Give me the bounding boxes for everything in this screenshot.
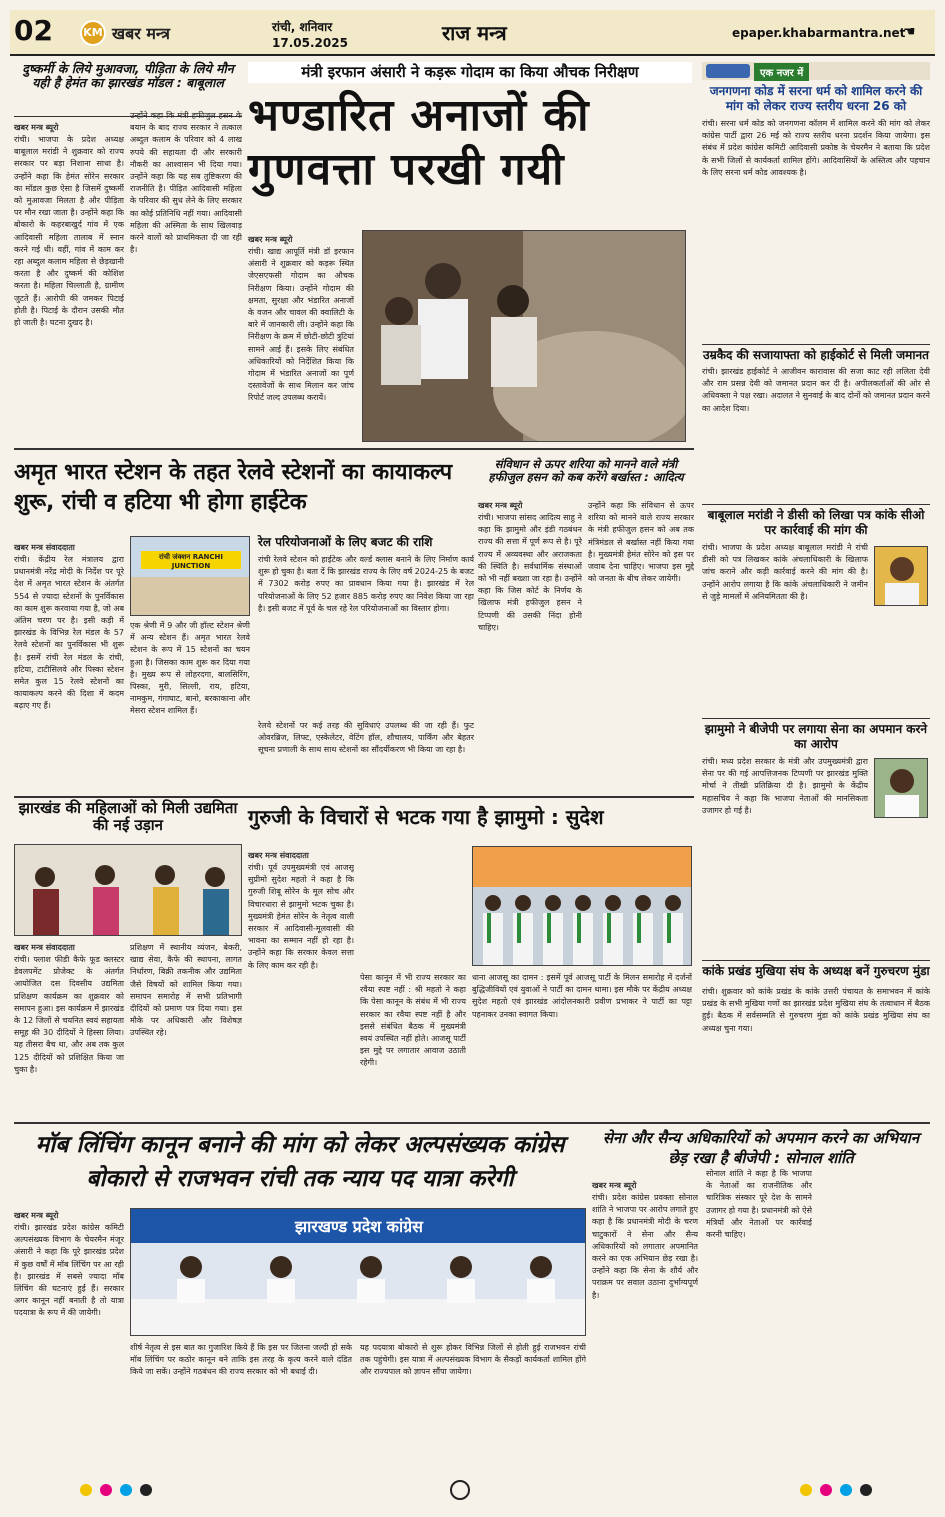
story-left-top bbox=[14, 61, 242, 328]
story-headline: गुरुजी के विचारों से भटक गया है झामुमो : सुदेश bbox=[248, 805, 604, 829]
byline: खबर मन्त्र ब्यूरो bbox=[248, 235, 293, 244]
hand-pointer-icon: ☚ bbox=[903, 24, 916, 40]
story-text: रांची। प्रदेश कांग्रेस प्रवक्ता सोनाल शांति ने भाजपा पर आरोप लगाते हुए कहा है कि प्रधानमंत्री मोदी के चरण चाटुकारों ने सेना और सैन्य अधिकारियों को लगातार अपमानित करने का एक अभियान छेड़ रखा है। उन्होंने कहा कि सेना के शौर्य और पराक्रम पर सवाल उठाना दुर्भाग्यपूर्ण है। bbox=[592, 1193, 698, 1300]
brief-text: रांची। भाजपा के प्रदेश अध्यक्ष बाबूलाल मरांडी ने रांची डीसी को पत्र लिखकर कांके अंचलाधिकारी के खिलाफ जांच कराने और कड़ी कार्रवाई करने की मांग की है। उन्होंने आरोप लगाया है कि कांके अंचलाधिकारी ने जमीन से जुड़े मामलों में अनियमितता की है। bbox=[702, 543, 868, 601]
story-text: रांची। केंद्रीय रेल मंत्रालय द्वारा प्रधानमंत्री नरेंद्र मोदी के निर्देश पर पूरे देश में अमृत भारत स्टेशन के अंतर्गत 554 से ज्यादा स्टेशनों के पुनर्विकास का काम शुरू करवाया गया है, जो अब अंतिम चरण पर है। इसी कड़ी में झारखंड के विभिन्न रेल मंडल के 57 रेलवे स्टेशनों का पुनर्विकास भी शुरू है। इसमें रांची रेल मंडल के रांची, हटिया, टाटीसिलवे और पिस्का स्टेशन समेत कुल 15 रेलवे स्टेशनों का कायाकल्प करने की दिशा में कदम बढ़ाए गए हैं। bbox=[14, 555, 124, 711]
story-headline: मॉब लिंचिंग कानून बनाने की मांग को लेकर अल्पसंख्यक कांग्रेस बोकारो से राजभवन रांची तक न्याय पद यात्रा करेगी bbox=[35, 1132, 565, 1192]
story-text: धाना आजसू का दामन : इसमें पूर्व आजसू पार्टी के मिलन समारोह में दर्जनों बुद्धिजीवियों एवं युवाओं ने पार्टी का दामन थामा। इस मौके पर केंद्रीय अध्यक्ष सुदेश महतो एवं झारखंड आंदोलनकारी प्रवीण प्रभाकर ने पार्टी का पट्टा पहनाकर उनका स्वागत किया। bbox=[472, 973, 692, 1019]
epaper-link[interactable]: epaper.khabarmantra.net bbox=[732, 26, 906, 40]
story-text: रांची रेलवे स्टेशन को हाईटेक और वर्ल्ड क्लास बनाने के लिए निर्माण कार्य शुरू हो चुका है। बता दें कि झारखंड राज्य के लिए वर्ष 2024-25 के बजट में 7302 करोड़ रुपए का प्रावधान किया गया है। झारखंड में रेल परियोजनाओं के लिए 52 हजार 885 करोड़ रुपए का निवेश किया जा रहा है। इसी बजट में पूर्व के चल रहे रेल परियोजनाओं का विस्तार होगा। bbox=[258, 555, 474, 613]
story-text: शीर्ष नेतृत्व से इस बात का गुजारिश किये हैं कि इस पर जितना जल्दी हो सके मॉब लिंचिंग पर कठोर कानून बने ताकि इस तरह के कृत्य करने वाले दंडित किये जा सकें। उन्होंने गठबंधन की राज्य सरकार को भी बधाई दी। bbox=[130, 1343, 352, 1377]
story-railway bbox=[14, 458, 474, 792]
congress-press-photo bbox=[130, 1208, 586, 1336]
crosshair-mark-icon bbox=[450, 1480, 470, 1500]
story-headline: अमृत भारत स्टेशन के तहत रेलवे स्टेशनों का कायाकल्प शुरू, रांची व हटिया भी होगा हाईटेक bbox=[14, 460, 453, 515]
story-headline: संविधान से ऊपर शरिया को मानने वाले मंत्री हफीजुल हसन को कब करेंगे बर्खास्त : आदित्य bbox=[488, 457, 684, 485]
brief-headline: झामुमो ने बीजेपी पर लगाया सेना का अपमान करने का आरोप bbox=[704, 722, 928, 751]
story-subhead: रेल परियोजनाओं के लिए बजट की राशि bbox=[258, 535, 433, 549]
briefs-tag-icon bbox=[706, 64, 750, 78]
story-text: रांची। फ्लाश फीडी कैफे फूड क्लस्टर डेवलपमेंट प्रोजेक्ट के अंतर्गत आयोजित दस दिवसीय उद्यमिता प्रशिक्षण कार्यक्रम का शुक्रवार को समापन हुआ। इस कार्यक्रम में झारखंड के 12 जिलों से चयनित स्वयं सहायता समूह की 30 दीदियों ने हिस्सा लिया। यह तीसरा बैच था, और अब तक कुल 125 दीदियों को प्रशिक्षित किया जा चुका है। bbox=[14, 955, 124, 1074]
byline: खबर मन्त्र ब्यूरो bbox=[14, 123, 59, 132]
ranchi-junction-photo bbox=[130, 536, 250, 616]
dateline-date: 17.05.2025 bbox=[272, 36, 348, 50]
registration-mark-icon bbox=[800, 1484, 812, 1496]
registration-mark-icon bbox=[140, 1484, 152, 1496]
print-marks-footer bbox=[10, 1478, 935, 1502]
story-text: रांची। पूर्व उपमुख्यमंत्री एवं आजसू सुप्रीमो सुदेश महतो ने कहा है कि गुरुजी शिबू सोरेन के मूल सोच और विचारधारा से झामुमो भटक चुका है। मुख्यमंत्री हेमंत सोरेन के नेतृत्व वाली सरकार में आदिवासी-मूलवासी की भावना का सम्मान नहीं हो रहा है। उन्होंने कहा कि सरकार केवल सत्ता के लिए काम कर रही है। bbox=[248, 863, 354, 970]
byline: खबर मन्त्र संवाददाता bbox=[248, 851, 309, 860]
story-headline: दुष्कर्मी के लिये मुआवजा, पीड़िता के लिये मौन यही है हेमंत का झारखंड मॉडल : बाबूलाल bbox=[22, 61, 234, 91]
story-text: रांची। झारखंड प्रदेश कांग्रेस कमिटी अल्पसंख्यक विभाग के चेयरमैन मंजूर अंसारी ने कहा कि पूरे झारखंड प्रदेश में कुछ वर्षों में मॉब लिंचिंग पर आ रही है। झारखंड में सबसे ज्यादा मॉब लिंचिंग की घटनाएं हुईं हैं। सरकार अगर कानून नहीं बनाती है तो यात्रा पदयात्रा के रूप में की जायेगी। bbox=[14, 1223, 124, 1318]
section-title: राज मन्त्र bbox=[442, 21, 507, 45]
godown-inspection-photo bbox=[362, 230, 686, 442]
brand-name: खबर मन्त्र bbox=[112, 24, 170, 43]
brief-text: रांची। मध्य प्रदेश सरकार के मंत्री और उपमुख्यमंत्री द्वारा सेना पर की गई आपत्तिजनक टिप्पणी पर झारखंड मुक्ति मोर्चा ने तीखी प्रतिक्रिया दी है। झामुमो के केंद्रीय महासचिव ने कहा कि भाजपा नेताओं की मानसिकता उजागर हो गई है। bbox=[702, 757, 868, 815]
brief-text: रांची। सरना धर्म कोड को जनगणना कॉलम में शामिल करने की मांग को लेकर कांग्रेस पार्टी द्वारा 26 मई को राज्य स्तरीय धरना प्रदर्शन किया जायेगा। इस संबंध में प्रदेश कांग्रेस कमिटी आदिवासी प्रकोष्ठ के चेयरमैन ने बताया कि प्रदेश के सभी जिलों से कार्यकर्ता शामिल होंगे। आदिवासियों के अस्तित्व और पहचान के लिए सरना धर्म कोड आवश्यक है। bbox=[702, 119, 930, 177]
briefs-tag: एक नजर में bbox=[754, 63, 809, 81]
story-army bbox=[592, 1128, 930, 1472]
ajsu-joining-photo bbox=[472, 846, 692, 966]
brief-headline: उम्रकैद की सजायाफ्ता को हाईकोर्ट से मिली जमानत bbox=[703, 348, 929, 362]
registration-mark-icon bbox=[840, 1484, 852, 1496]
dateline-place: रांची, शनिवार bbox=[272, 20, 333, 34]
byline: खबर मन्त्र संवाददाता bbox=[14, 943, 75, 952]
story-text-continued bbox=[820, 1168, 930, 1472]
story-text: रांची। भाजपा सांसद आदित्य साहु ने कहा कि झामुमो और इंडी गठबंधन राज्य की सत्ता में पूर्ण रूप से है। पूरे राज्य में अव्यवस्था और अराजकता की स्थिति है। सर्वधार्मिक संस्थाओं को भी नहीं बख्शा जा रहा है। उन्होंने कहा कि जिस कोर्ट के निर्णय के खिलाफ मंत्री हफीजुल हसन ने टिप्पणी की उसकी निंदा होनी चाहिए। bbox=[478, 513, 582, 632]
story-text: यह पदयात्रा बोकारो से शुरू होकर विभिन्न जिलों से होती हुई राजभवन रांची तक पहुंचेगी। इस यात्रा में अल्पसंख्यक विभाग के सैकड़ों कार्यकर्ता शामिल होंगे और राज्यपाल को ज्ञापन सौंपा जायेगा। bbox=[360, 1343, 586, 1377]
jmm-leader-photo bbox=[874, 758, 928, 818]
story-text: रेलवे स्टेशनों पर कई तरह की सुविधाएं उपलब्ध की जा रही हैं। फुट ओवरब्रिज, लिफ्ट, एस्केलेटर, वेटिंग हॉल, शौचालय, पार्किंग और बेहतर सूचना प्रणाली के साथ साथ स्टेशनों का सौंदर्यीकरण भी किया जा रहा है। bbox=[258, 721, 474, 755]
registration-mark-icon bbox=[820, 1484, 832, 1496]
byline: खबर मन्त्र ब्यूरो bbox=[14, 1211, 59, 1220]
women-training-photo bbox=[14, 844, 242, 936]
story-hafizul bbox=[478, 458, 694, 792]
masthead bbox=[10, 10, 935, 56]
story-kicker: मंत्री इरफान अंसारी ने कड़रू गोदाम का किया औचक निरीक्षण bbox=[248, 62, 692, 83]
brief-headline: कांके प्रखंड मुखिया संघ के अध्यक्ष बनें गुरुचरण मुंडा bbox=[702, 964, 930, 978]
story-text: उन्होंने कहा कि संविधान से ऊपर शरिया को मानने वाले राज्य सरकार के मंत्री हफीजुल हसन को अब तक मंत्रिमंडल से बर्खास्त नहीं किया गया है। मुख्यमंत्री हेमंत सोरेन को इस पर जवाब देना चाहिए। भाजपा इस मुद्दे को जनता के बीच लेकर जायेगी। bbox=[588, 501, 694, 584]
story-text: रांची। खाद्य आपूर्ति मंत्री डॉ इरफान अंसारी ने शुक्रवार को कड़रू स्थित जेएसएफसी गोदाम का औचक निरीक्षण किया। उन्होंने गोदाम की क्षमता, सुरक्षा और भंडारित अनाजों के वजन और चावल की क्वालिटी के बारे में जानकारी ली। उन्होंने कहा कि निरीक्षण के क्रम में छोटी-छोटी त्रुटियां सामने आई हैं। इसके लिए संबंधित अधिकारियों को निर्देशित किया कि गोदाम में भंडारित अनाजों का पूर्ण दस्तावेजों के साथ मिलान कर जांच रिपोर्ट जल्द उपलब्ध करायें। bbox=[248, 247, 354, 403]
story-text: उन्होंने कहा कि मंत्री हफीजुल हसन के बयान के बाद राज्य सरकार ने तत्काल अब्दुल कलाम के परिवार को 4 लाख रुपये की सहायता दी और सरकारी नौकरी का आश्वासन भी दिया गया। उन्होंने कहा कि यह सब तुष्टिकरण की राजनीति है। पीड़ित आदिवासी महिला के परिवार की सुध लेने के लिए सरकार का कोई प्रतिनिधि नहीं गया। आदिवासी महिला की अस्मिता के साथ खिलवाड़ करने वालों को प्राथमिकता दी जा रही है। bbox=[130, 111, 242, 255]
brand-logo-icon: KM bbox=[80, 20, 106, 46]
briefs-tag-bar bbox=[702, 62, 930, 80]
babulal-marandi-photo bbox=[874, 546, 928, 606]
banner-text: झारखण्ड प्रदेश कांग्रेस bbox=[295, 1217, 423, 1236]
registration-mark-icon bbox=[100, 1484, 112, 1496]
story-lead bbox=[248, 62, 692, 444]
story-headline: भण्डारित अनाजों की गुणवत्ता परखी गयी bbox=[248, 90, 590, 196]
registration-mark-icon bbox=[80, 1484, 92, 1496]
briefs-column bbox=[702, 62, 930, 1162]
brief-text: रांची। शुक्रवार को कांके प्रखंड के कांके उत्तरी पंचायत के समाभवन में कांके प्रखंड के सभी मुखिया गणों का झारखंड प्रदेश मुखिया संघ के तत्वाधान में बैठक हुई। बैठक में सर्वसम्मति से गुरुचरण मुंडा को कांके प्रखंड मुखिया संघ का अध्यक्ष चुना गया। bbox=[702, 987, 930, 1033]
story-women bbox=[14, 800, 242, 1118]
story-headline: झारखंड की महिलाओं को मिली उद्यमिता की नई उड़ान bbox=[18, 799, 238, 835]
story-lynching bbox=[14, 1128, 586, 1472]
registration-mark-icon bbox=[120, 1484, 132, 1496]
brief-text: रांची। झारखंड हाईकोर्ट ने आजीवन कारावास की सजा काट रही ललिता देवी और राम प्रसन्न देवी को जमानत प्रदान कर दी है। अपीलकर्ताओं की ओर से अधिवक्ता ने पक्ष रखा। अदालत ने सुनवाई के बाद दोनों को जमानत प्रदान करने का आदेश दिया। bbox=[702, 367, 930, 413]
registration-mark-icon bbox=[860, 1484, 872, 1496]
story-headline: सेना और सैन्य अधिकारियों को अपमान करने का अभियान छेड़ रखा है बीजेपी : सोनाल शांति bbox=[602, 1129, 920, 1167]
page-number: 02 bbox=[14, 14, 53, 47]
brief-headline: जनगणना कोड में सरना धर्म को शामिल करने की मांग को लेकर राज्य स्तरीय धरना 26 को bbox=[709, 84, 923, 113]
story-text: सोनाल शांति ने कहा है कि भाजपा के नेताओं का राजनीतिक और चारित्रिक संस्कार पूरे देश के सामने उजागर हो गया है। प्रधानमंत्री को ऐसे मंत्रियों और नेताओं पर कार्रवाई करनी चाहिए। bbox=[706, 1169, 812, 1240]
story-text: एक श्रेणी में 9 और जी हॉल्ट स्टेशन श्रेणी में अन्य स्टेशन हैं। अमृत भारत रेलवे स्टेशन के रूप में 15 स्टेशनों का चयन हुआ है। जिसका काम शुरू कर दिया गया है। मुख्य रूप से लोहरदगा, बालसिरिंग, पिस्का, मुरी, सिल्ली, राय, हटिया, नामकुम, गंगाघाट, बानो, बरकाकाना और मेसरा स्टेशन शामिल हैं। bbox=[130, 621, 250, 716]
byline: खबर मन्त्र संवाददाता bbox=[14, 543, 75, 552]
story-sudesh bbox=[248, 806, 694, 1118]
station-signboard: रांची जंक्शन RANCHI JUNCTION bbox=[159, 553, 223, 570]
byline: खबर मन्त्र ब्यूरो bbox=[478, 501, 523, 510]
brief-headline: बाबूलाल मरांडी ने डीसी को लिखा पत्र कांके सीओ पर कार्रवाई की मांग की bbox=[707, 508, 925, 537]
story-text: रांची। भाजपा के प्रदेश अध्यक्ष बाबूलाल मरांडी ने शुक्रवार को राज्य सरकार पर बड़ा निशाना साधा है। उन्होंने कहा कि हेमंत सोरेन सरकार का मॉडल कुछ ऐसा है जिसमें दुष्कर्मी को मुआवजा मिलता है और पीड़िता पर मौन रखा जाता है। उन्होंने कहा कि बोकारो के कहरबाखुर्द गांव में एक आदिवासी महिला तालाब में स्नान करने गई थी। वहीं, गांव में काम कर रहा अब्दुल कलाम महिला से छेड़खानी करता है और दुष्कर्म की कोशिश करता है। महिला चिल्लाती है, ग्रामीण जुटते हैं। आरोपी की जमकर पिटाई होती है। पिटाई के दौरान उसकी मौत हो जाती है। घटना दुखद है। bbox=[14, 135, 124, 328]
story-text: प्रशिक्षण में स्थानीय व्यंजन, बेकरी, खाद्य सेवा, कैफे की स्थापना, लागत निर्धारण, बिक्री तकनीक और उद्यमिता जैसे विषयों को शामिल किया गया। समापन समारोह में सभी प्रतिभागी दीदियों को प्रमाण पत्र दिया गया। इस मौके पर अधिकारी और विशेषज्ञ उपस्थित रहे। bbox=[130, 943, 242, 1038]
story-text: पेसा कानून में भी राज्य सरकार का रवैया स्पष्ट नहीं : श्री महतो ने कहा कि पेसा कानून के संबंध में भी राज्य सरकार का रवैया स्पष्ट नहीं है और इससे संबंधित बैठक में मुख्यमंत्री स्वयं उपस्थित नहीं होते। आजसू पार्टी इस मुद्दे पर लगातार आवाज उठाती रहेगी। bbox=[360, 973, 466, 1068]
byline: खबर मन्त्र ब्यूरो bbox=[592, 1181, 637, 1190]
